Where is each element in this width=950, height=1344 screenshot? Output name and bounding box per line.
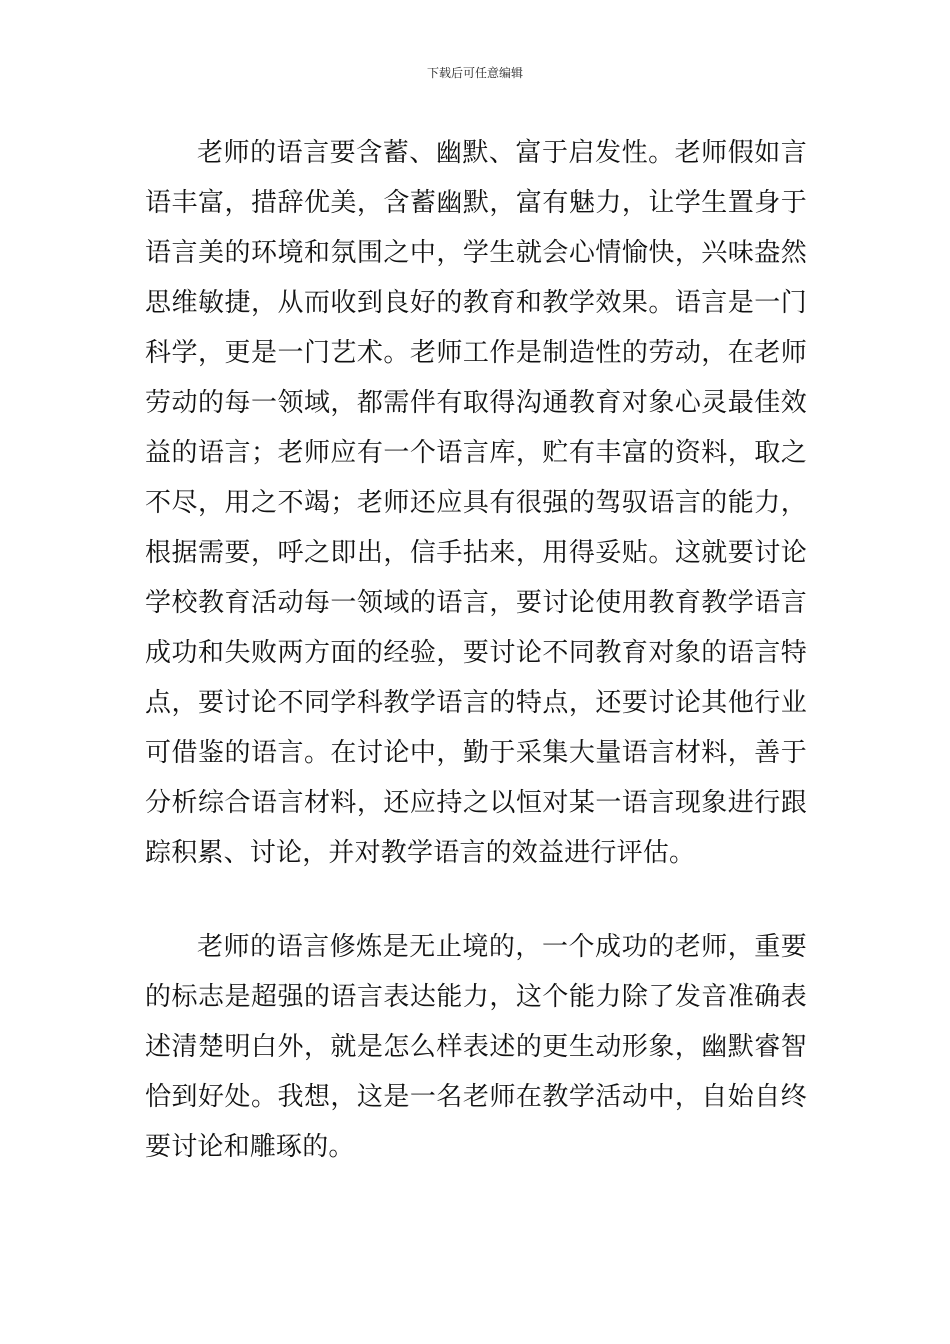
- paragraph-text-1: 老师的语言要含蓄、幽默、富于启发性。老师假如言语丰富，措辞优美，含蓄幽默，富有魅力，让学生置身于语言美的环境和氛围之中，学生就会心情愉快，兴味盎然思维敏捷，从而收到良好的教育和教学效果。语言是一门科学，更是一门艺术。老师工作是制造性的劳动，在老师劳动的每一领域，都需伴有取得沟通教育对象心灵最佳效益的语言；老师应有一个语言库，贮有丰富的资料，取之不尽，用之不竭；老师还应具有很强的驾驭语言的能力，根据需要，呼之即出，信手拈来，用得妥贴。这就要讨论学校教育活动每一领域的语言，要讨论使用教育教学语言成功和失败两方面的经验，要讨论不同教育对象的语言特点，要讨论不同学科教学语言的特点，还要讨论其他行业可借鉴的语言。在讨论中，勤于采集大量语言材料，善于分析综合语言材料，还应持之以恒对某一语言现象进行跟踪积累、讨论，并对教学语言的效益进行评估。: [145, 138, 807, 868]
- body-paragraph-2: [145, 922, 807, 1172]
- paragraph-text-2: 老师的语言修炼是无止境的，一个成功的老师，重要的标志是超强的语言表达能力，这个能力除了发音准确表述清楚明白外，就是怎么样表述的更生动形象，幽默睿智恰到好处。我想，这是一名老师在教学活动中，自始自终要讨论和雕琢的。: [145, 932, 807, 1162]
- page-header-note: 下载后可任意编辑: [426, 66, 523, 80]
- body-paragraph-1: [145, 128, 807, 878]
